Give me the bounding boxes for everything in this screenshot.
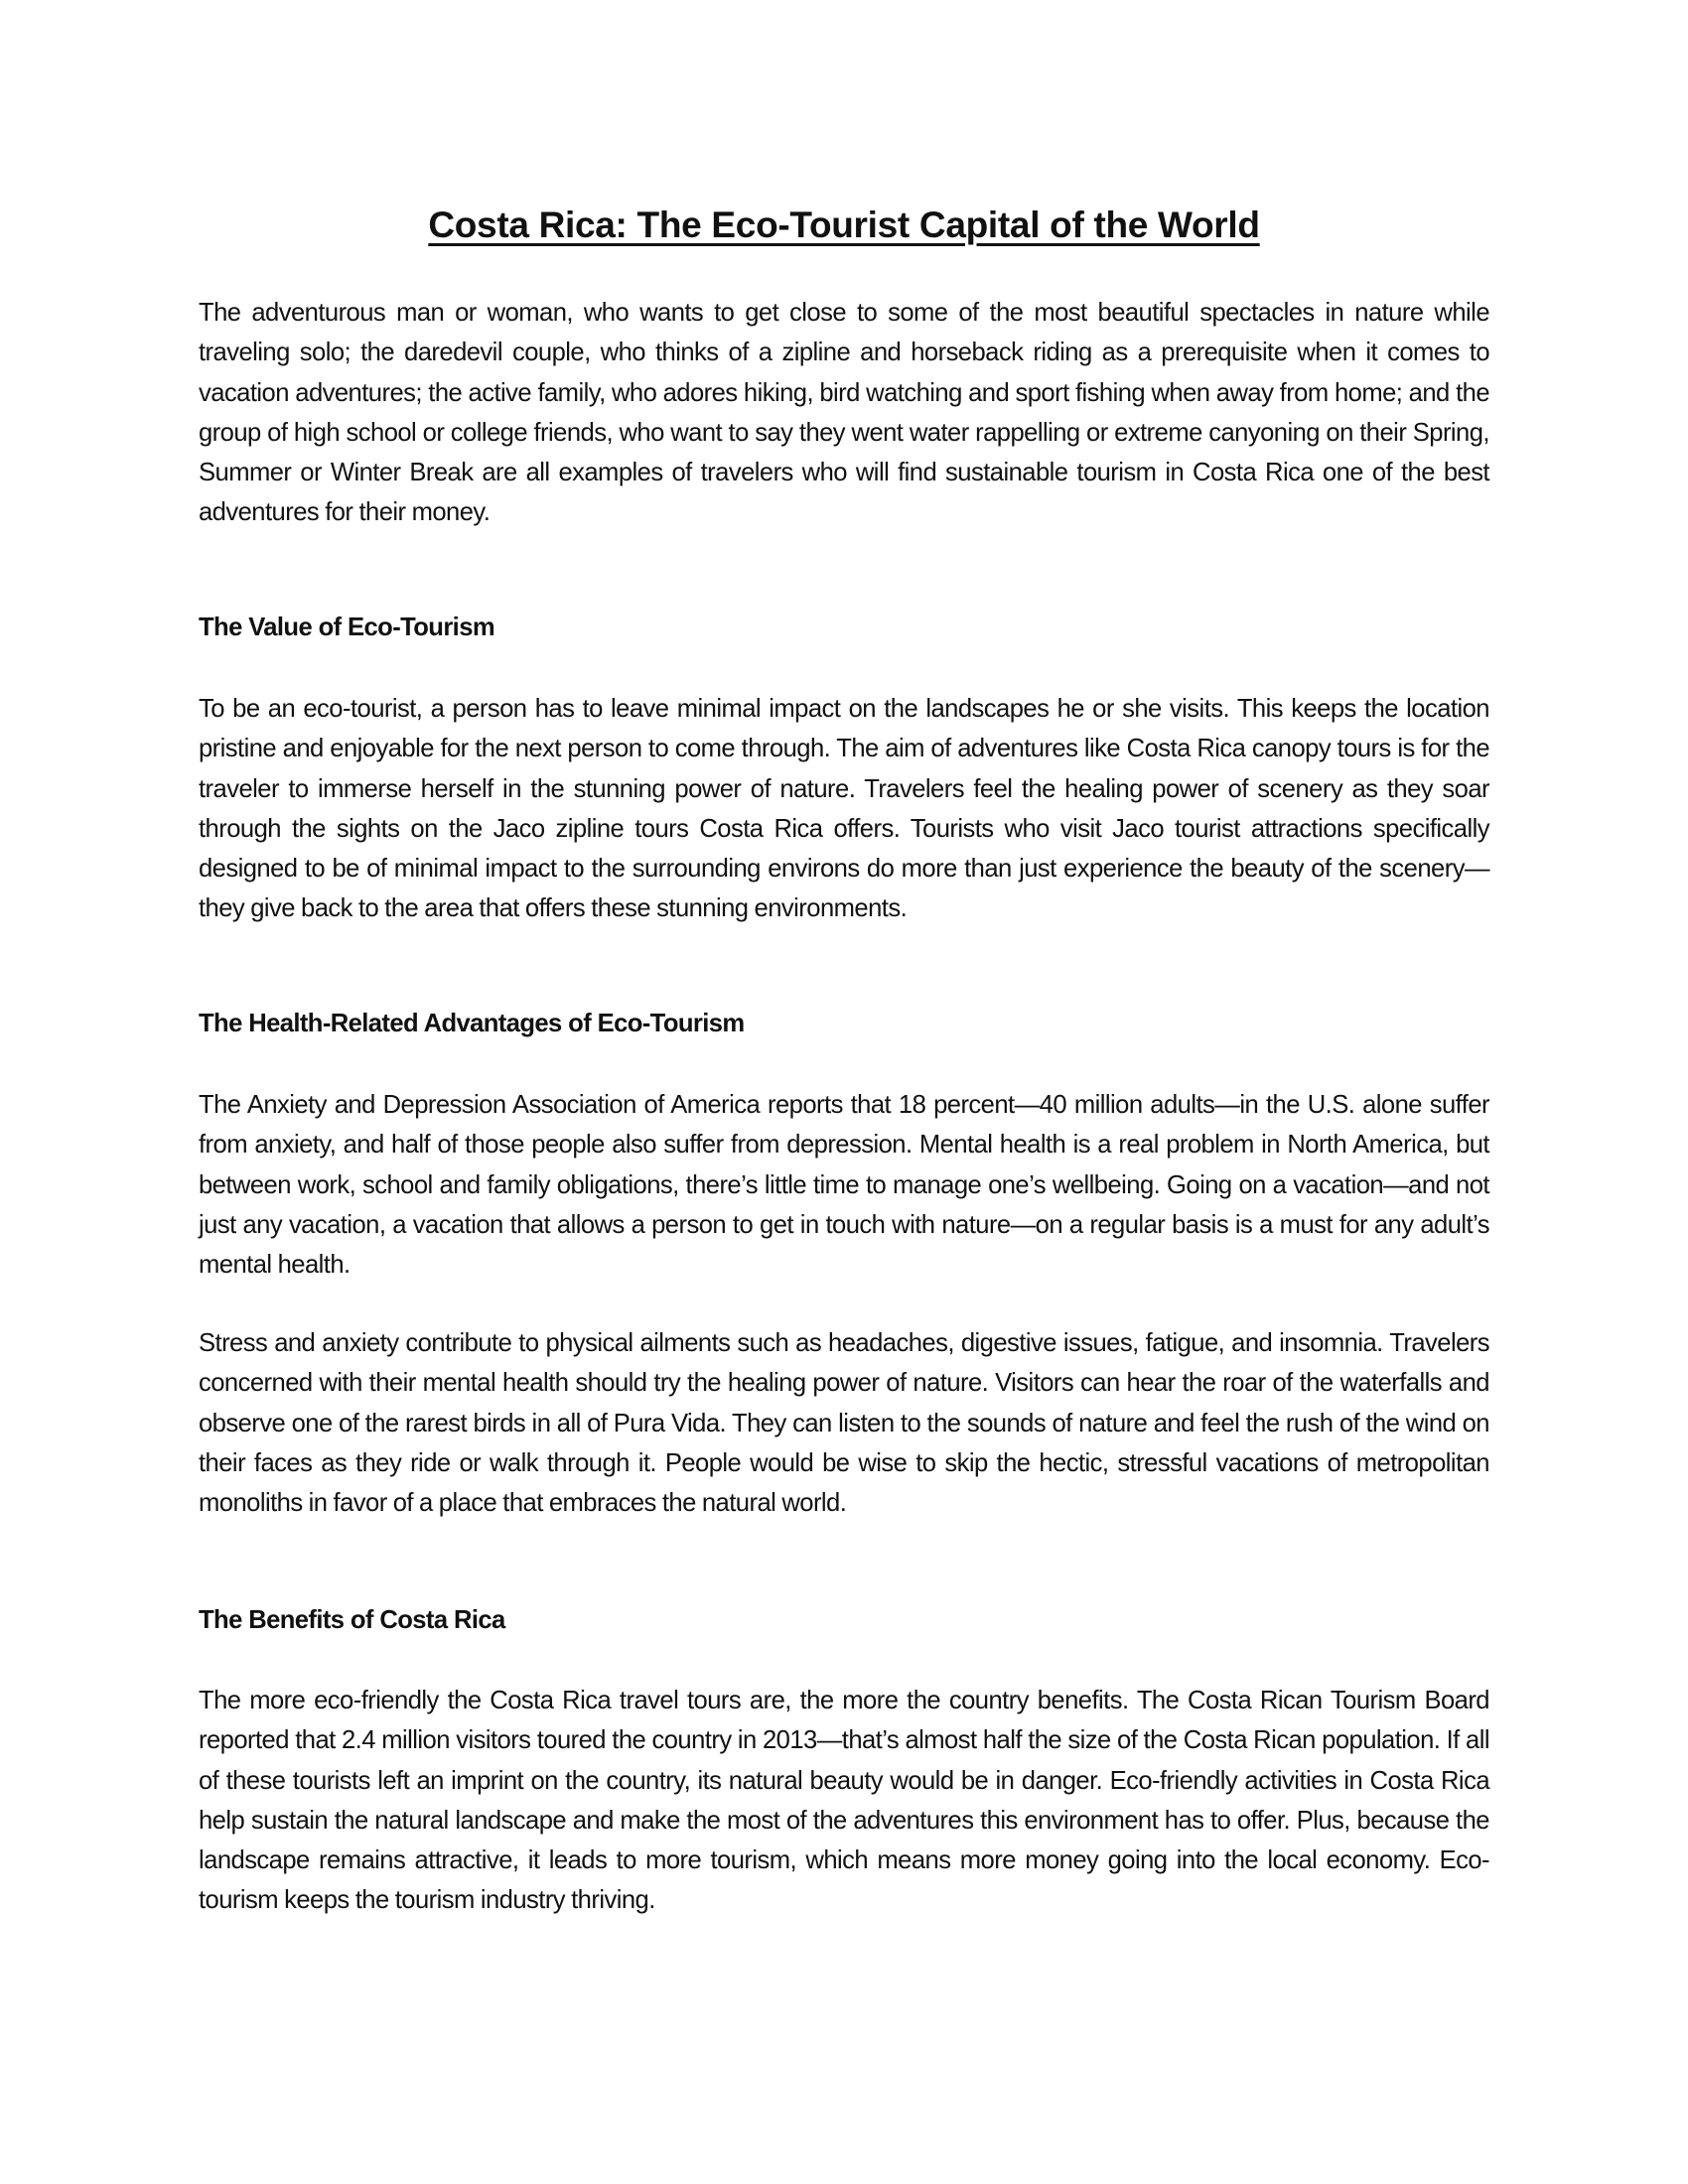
paragraph-health-advantages-2: Stress and anxiety contribute to physical ailments such as headaches, digestive issues, fatigue, and insomnia. Travelers concerned with their mental health should try the healing power of nature. Visitors can hear the roar of the waterfalls and observe one of the rarest birds in all of Pura Vida. They can listen to the sounds of nature and feel the rush of the wind on their faces as they ride or walk through it. People would be wise to skip the hectic, stressful vacations of metropolitan monoliths in favor of a place that embraces the natural world. (199, 1329, 1489, 1518)
section-heading-value-of-eco-tourism: The Value of Eco-Tourism (199, 614, 494, 641)
document-title (199, 202, 1489, 249)
document-title-text: Costa Rica: The Eco-Tourist Capital of the World (428, 205, 1260, 245)
section-heading-benefits-of-costa-rica: The Benefits of Costa Rica (199, 1606, 505, 1634)
paragraph-benefits-of-costa-rica: The more eco-friendly the Costa Rica travel tours are, the more the country benefits. The Costa Rican Tourism Board reported that 2.4 million visitors toured the country in 2013—that’s almost half the size of the Costa Rican population. If all of these tourists left an imprint on the country, its natural beauty would be in danger. Eco-friendly activities in Costa Rica help sustain the natural landscape and make the most of the adventures this environment has to offer. Plus, because the landscape remains attractive, it leads to more tourism, which means more money going into the local economy. Eco-tourism keeps the tourism industry thriving. (199, 1687, 1489, 1915)
paragraph-health-advantages-1: The Anxiety and Depression Association of America reports that 18 percent—40 million adults—in the U.S. alone suffer from anxiety, and half of those people also suffer from depression. Mental health is a real problem in North America, but between work, school and family obligations, there’s little time to manage one’s wellbeing. Going on a vacation—and not just any vacation, a vacation that allows a person to get in touch with nature—on a regular basis is a must for any adult’s mental health. (199, 1091, 1489, 1280)
paragraph-value-of-eco-tourism: To be an eco-tourist, a person has to leave minimal impact on the landscapes he or she visits. This keeps the location pristine and enjoyable for the next person to come through. The aim of adventures like Costa Rica canopy tours is for the traveler to immerse herself in the stunning power of nature. Travelers feel the healing power of scenery as they soar through the sights on the Jaco zipline tours Costa Rica offers. Tourists who visit Jaco tourist attractions specifically designed to be of minimal impact to the surrounding environs do more than just experience the beauty of the scenery—they give back to the area that offers these stunning environments. (199, 695, 1489, 923)
intro-paragraph: The adventurous man or woman, who wants to get close to some of the most beautiful spectacles in nature while traveling solo; the daredevil couple, who thinks of a zipline and horseback riding as a prerequisite when it comes to vacation adventures; the active family, who adores hiking, bird watching and sport fishing when away from home; and the group of high school or college friends, who want to say they went water rappelling or extreme canyoning on their Spring, Summer or Winter Break are all examples of travelers who will find sustainable tourism in Costa Rica one of the best adventures for their money. (199, 299, 1489, 527)
section-heading-health-advantages: The Health-Related Advantages of Eco-Tourism (199, 1010, 745, 1037)
